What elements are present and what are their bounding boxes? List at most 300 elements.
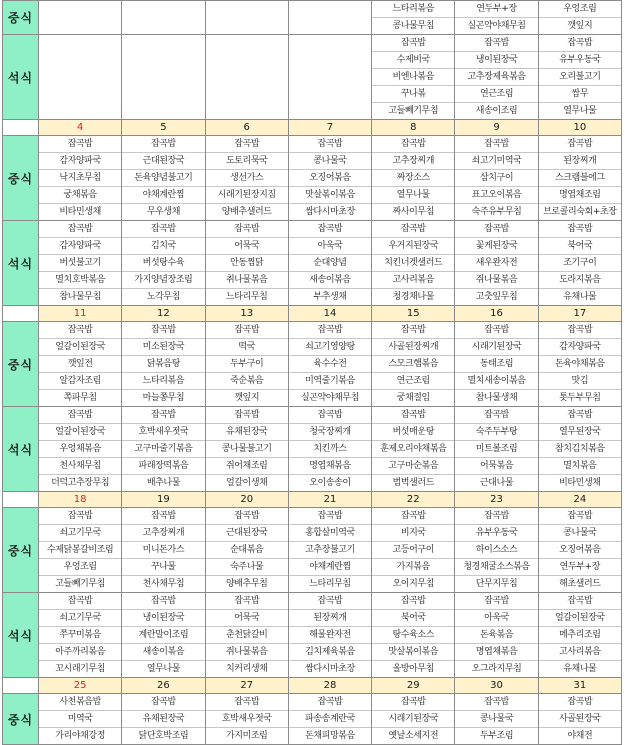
menu-item: 잡곡밥 [400, 139, 426, 149]
dinner-row [3, 35, 622, 120]
menu-item: 도토리묵국 [206, 152, 288, 169]
meal-cell [205, 221, 288, 306]
menu-item: 시래기된장지짐 [206, 186, 288, 203]
menu-item: 멸치볶음 [539, 457, 621, 474]
meal-cell [39, 593, 122, 678]
menu-item: 어묵볶음 [455, 457, 537, 474]
menu-item: 궁채볶음 [39, 186, 121, 203]
menu-item: 청경채굴소스볶음 [455, 558, 537, 575]
menu-item: 오징어볶음 [289, 169, 371, 186]
meal-cell [538, 1, 621, 35]
menu-item: 쥐나물볶음 [206, 643, 288, 660]
lunch-label: 중식 [3, 322, 39, 407]
menu-item: 느타리무침 [206, 288, 288, 305]
lunch-label: 중식 [3, 694, 39, 745]
menu-item: 잡곡밥 [150, 511, 176, 521]
menu-item: 연두부+장 [476, 4, 517, 14]
menu-item: 시래기된장국 [372, 710, 454, 727]
menu-item: 오이지무침 [372, 575, 454, 592]
meal-cell [538, 508, 621, 593]
date-cell: 16 [455, 306, 538, 322]
menu-item: 취나물볶음 [206, 271, 288, 288]
menu-item: 부추생채 [289, 288, 371, 305]
menu-item: 비타민생채 [39, 203, 121, 220]
menu-item: 미역줄기볶음 [289, 372, 371, 389]
meal-cell [455, 508, 538, 593]
date-cell: 26 [122, 678, 205, 694]
meal-cell [288, 221, 371, 306]
menu-item: 근대나물 [455, 474, 537, 491]
menu-item: 유부우동국 [539, 51, 621, 68]
menu-item: 두부구이 [206, 355, 288, 372]
meal-cell [288, 694, 371, 745]
meal-cell [39, 221, 122, 306]
meal-cell [205, 593, 288, 678]
menu-item: 가지양념장조림 [122, 271, 204, 288]
meal-cell [39, 136, 122, 221]
menu-item: 닭단호박조림 [122, 727, 204, 744]
menu-item: 유채된장국 [206, 423, 288, 440]
meal-cell [372, 407, 455, 492]
menu-item: 잡곡밥 [67, 139, 93, 149]
date-cell: 14 [288, 306, 371, 322]
meal-cell [205, 508, 288, 593]
meal-cell [538, 407, 621, 492]
meal-cell [455, 407, 538, 492]
menu-item: 감자양파국 [39, 237, 121, 254]
dinner-label: 석식 [3, 407, 39, 492]
menu-item: 비지국 [372, 524, 454, 541]
menu-item: 김치국 [122, 237, 204, 254]
menu-item: 미트볼조림 [455, 440, 537, 457]
menu-item: 비엔나볶음 [372, 68, 454, 85]
dinner-label: 석식 [3, 593, 39, 678]
menu-item: 돈육야채볶음 [539, 355, 621, 372]
menu-item: 느타리무침 [289, 575, 371, 592]
date-cell: 18 [39, 492, 122, 508]
menu-item: 해초샐러드 [539, 575, 621, 592]
meal-cell [372, 508, 455, 593]
menu-item: 스모크햄볶음 [372, 355, 454, 372]
menu-item: 잡곡밥 [150, 325, 176, 335]
monthly-meal-menu-table [2, 0, 622, 745]
empty-cell [205, 1, 288, 35]
date-row [3, 306, 622, 322]
menu-item: 꽃게된장국 [455, 237, 537, 254]
date-cell: 24 [538, 492, 621, 508]
menu-item: 돈채피망볶음 [289, 727, 371, 744]
menu-item: 느타리볶음 [122, 372, 204, 389]
date-cell: 8 [372, 120, 455, 136]
menu-item: 잡곡밥 [234, 139, 260, 149]
meal-cell [39, 407, 122, 492]
menu-item: 아욱국 [289, 237, 371, 254]
meal-cell [39, 694, 122, 745]
meal-cell [288, 508, 371, 593]
menu-item: 잡곡밥 [400, 325, 426, 335]
menu-item: 생선가스 [206, 169, 288, 186]
menu-item: 맛살볶이볶음 [289, 186, 371, 203]
meal-cell [288, 136, 371, 221]
empty-cell [122, 35, 205, 120]
menu-item: 명엽채볶음 [455, 643, 537, 660]
menu-item: 얼갈이생채 [206, 474, 288, 491]
menu-item: 멸치호박볶음 [39, 271, 121, 288]
meal-cell [122, 136, 205, 221]
menu-item: 잡곡밥 [484, 139, 509, 149]
date-cell: 30 [455, 678, 538, 694]
menu-item: 연근조림 [372, 372, 454, 389]
meal-cell [205, 407, 288, 492]
menu-item: 잡곡밥 [400, 410, 426, 420]
menu-item: 시래기된장국 [455, 338, 537, 355]
menu-item: 잡곡밥 [567, 325, 593, 335]
menu-item: 냉이된장국 [122, 609, 204, 626]
menu-item: 쇠고기미역국 [455, 152, 537, 169]
meal-cell [538, 35, 621, 120]
menu-item: 명엽채조림 [539, 186, 621, 203]
menu-item: 잡곡밥 [400, 596, 426, 606]
menu-item: 천사채무침 [122, 575, 204, 592]
menu-item: 깻잎전 [39, 355, 121, 372]
menu-item: 잡곡밥 [567, 511, 593, 521]
menu-item: 잡곡밥 [317, 596, 343, 606]
menu-item: 열무된장국 [539, 423, 621, 440]
menu-item: 참치김치볶음 [539, 440, 621, 457]
date-cell: 23 [455, 492, 538, 508]
date-cell: 22 [372, 492, 455, 508]
menu-item: 잡곡밥 [234, 410, 260, 420]
menu-item: 잡곡밥 [400, 511, 426, 521]
menu-item: 고사리볶음 [372, 271, 454, 288]
menu-item: 잡곡밥 [317, 410, 343, 420]
menu-item: 어묵국 [206, 609, 288, 626]
menu-item: 꼬시래기무침 [39, 660, 121, 677]
menu-item: 잡곡밥 [234, 511, 260, 521]
menu-item: 안동찜닭 [206, 254, 288, 271]
menu-item: 고추장불고기 [289, 541, 371, 558]
menu-item: 고사리볶음 [539, 643, 621, 660]
empty-cell [205, 35, 288, 120]
menu-item: 맛살볶이볶음 [372, 643, 454, 660]
menu-item: 잡곡밥 [150, 697, 176, 707]
empty-cell [122, 1, 205, 35]
menu-item: 야채전 [539, 727, 621, 744]
menu-item: 쌈무 [539, 85, 621, 102]
menu-item: 잡곡밥 [234, 596, 260, 606]
menu-item: 잡곡밥 [67, 325, 93, 335]
menu-item: 잡곡밥 [150, 596, 176, 606]
meal-cell [39, 322, 122, 407]
menu-item: 탕수육소스 [372, 626, 454, 643]
menu-item: 삼치구이 [455, 169, 537, 186]
menu-item: 치킨까스 [289, 440, 371, 457]
menu-item: 쭈꾸미볶음 [39, 626, 121, 643]
empty-cell [3, 492, 39, 508]
empty-cell [3, 306, 39, 322]
menu-item: 잡곡밥 [317, 224, 343, 234]
menu-item: 잡곡밥 [234, 325, 260, 335]
meal-cell [372, 136, 455, 221]
meal-cell [205, 694, 288, 745]
menu-item: 짜장소스 [372, 169, 454, 186]
menu-item: 새우완자전 [455, 254, 537, 271]
menu-item: 잡곡밥 [567, 596, 593, 606]
lunch-label: 중식 [3, 136, 39, 221]
meal-cell [288, 322, 371, 407]
menu-item: 미역국 [39, 710, 121, 727]
date-cell: 15 [372, 306, 455, 322]
menu-item: 홍합살미역국 [289, 524, 371, 541]
menu-item: 사골된장찌개 [372, 338, 454, 355]
menu-item: 고들빼기무침 [372, 102, 454, 119]
meal-cell [205, 322, 288, 407]
menu-item: 된장찌개 [539, 152, 621, 169]
menu-item: 천사채무침 [39, 457, 121, 474]
date-cell: 19 [122, 492, 205, 508]
menu-item: 얼갈이된장국 [39, 423, 121, 440]
menu-item: 파래장떡볶음 [122, 457, 204, 474]
menu-item: 잡곡밥 [400, 224, 426, 234]
menu-item: 쥐어채조림 [206, 457, 288, 474]
meal-cell [538, 136, 621, 221]
menu-item: 수제닭봉갈비조림 [39, 541, 121, 558]
menu-item: 깻잎지 [206, 389, 288, 406]
menu-item: 유채나물 [539, 660, 621, 677]
menu-item: 배추나물 [122, 474, 204, 491]
menu-item: 버섯매운탕 [372, 423, 454, 440]
date-cell: 9 [455, 120, 538, 136]
dinner-row [3, 407, 622, 492]
menu-item: 고구마줄기볶음 [122, 440, 204, 457]
menu-item: 근대된장국 [122, 152, 204, 169]
menu-item: 새송이볶음 [289, 271, 371, 288]
meal-cell [372, 1, 455, 35]
empty-cell [288, 35, 371, 120]
menu-item: 춘천닭갈비 [206, 626, 288, 643]
menu-item: 올방아무침 [372, 660, 454, 677]
menu-item: 김치제육볶음 [289, 643, 371, 660]
meal-cell [538, 221, 621, 306]
menu-item: 순대볶음 [206, 541, 288, 558]
menu-item: 가지미조림 [206, 727, 288, 744]
empty-cell [288, 1, 371, 35]
meal-cell [372, 593, 455, 678]
empty-cell [39, 35, 122, 120]
lunch-row [3, 694, 622, 745]
meal-cell [372, 35, 455, 120]
menu-item: 잡곡밥 [150, 224, 176, 234]
meal-cell [122, 694, 205, 745]
meal-cell [455, 1, 538, 35]
menu-item: 오징어볶음 [539, 541, 621, 558]
meal-cell [39, 508, 122, 593]
menu-item: 더덕고추장무침 [39, 474, 121, 491]
menu-item: 고들빼기무침 [39, 575, 121, 592]
date-cell: 21 [288, 492, 371, 508]
date-cell: 25 [39, 678, 122, 694]
menu-item: 잡곡밥 [484, 410, 509, 420]
menu-item: 잡곡밥 [400, 38, 426, 48]
menu-item: 잡곡밥 [67, 410, 93, 420]
menu-item: 마늘쫑무침 [122, 389, 204, 406]
menu-item: 근대된장국 [206, 524, 288, 541]
menu-item: 호박새우젓국 [122, 423, 204, 440]
menu-item: 미소된장국 [122, 338, 204, 355]
menu-item: 해물완자전 [289, 626, 371, 643]
date-cell: 27 [205, 678, 288, 694]
menu-item: 새송이조림 [455, 102, 537, 119]
menu-item: 닭볶음탕 [122, 355, 204, 372]
menu-item: 꾸나볶 [372, 85, 454, 102]
menu-item: 유채된장국 [122, 710, 204, 727]
menu-item: 알감자조림 [39, 372, 121, 389]
menu-item: 잡곡밥 [567, 410, 593, 420]
menu-item: 잡곡밥 [567, 139, 593, 149]
menu-item: 훈제오리야채볶음 [372, 440, 454, 457]
menu-item: 비타민생채 [539, 474, 621, 491]
menu-item: 아욱국 [455, 609, 537, 626]
menu-item: 단무지무침 [455, 575, 537, 592]
menu-item: 깻잎지 [539, 17, 621, 34]
menu-item: 양배추무침 [206, 575, 288, 592]
menu-item: 고추장제육볶음 [455, 68, 537, 85]
date-row [3, 492, 622, 508]
menu-item: 야채계란찜 [289, 558, 371, 575]
menu-item: 잡곡밥 [234, 224, 260, 234]
menu-item: 짜사이무침 [372, 203, 454, 220]
menu-item: 콩나물무침 [372, 17, 454, 34]
menu-item: 가지볶음 [372, 558, 454, 575]
date-cell: 29 [372, 678, 455, 694]
menu-item: 숙주나물 [206, 558, 288, 575]
menu-item: 명엽채볶음 [289, 457, 371, 474]
menu-item: 도라지볶음 [539, 271, 621, 288]
menu-item: 톳두부무침 [539, 389, 621, 406]
menu-item: 돈육양념불고기 [122, 169, 204, 186]
menu-item: 냉이된장국 [455, 51, 537, 68]
menu-item: 열무나물 [122, 660, 204, 677]
menu-item: 잡곡밥 [484, 325, 509, 335]
meal-cell [122, 407, 205, 492]
menu-item: 맛김 [539, 372, 621, 389]
lunch-tail-row [3, 1, 622, 35]
menu-item: 쌈다시마초장 [289, 203, 371, 220]
menu-item: 고춧잎무침 [455, 288, 537, 305]
meal-cell [205, 136, 288, 221]
menu-item: 된장찌개 [289, 609, 371, 626]
menu-item: 표고오이볶음 [455, 186, 537, 203]
menu-item: 치커리생채 [206, 660, 288, 677]
menu-item: 두부조림 [455, 727, 537, 744]
menu-item: 꾸나물 [122, 558, 204, 575]
date-cell: 13 [205, 306, 288, 322]
menu-item: 청경채나물 [372, 288, 454, 305]
meal-cell [538, 694, 621, 745]
menu-item: 호박새우젓국 [206, 710, 288, 727]
menu-item: 어묵국 [206, 237, 288, 254]
menu-item: 우엉조림 [563, 4, 597, 14]
date-cell: 7 [288, 120, 371, 136]
date-cell: 6 [205, 120, 288, 136]
lunch-row [3, 508, 622, 593]
meal-cell [372, 221, 455, 306]
menu-item: 야채계란찜 [122, 186, 204, 203]
menu-item: 잡곡밥 [484, 224, 509, 234]
menu-item: 유채나물 [539, 288, 621, 305]
dinner-label: 석식 [3, 35, 39, 120]
lunch-row [3, 136, 622, 221]
menu-table-body [3, 1, 622, 745]
menu-item: 참나물무침 [39, 288, 121, 305]
menu-item: 궁채절임 [372, 389, 454, 406]
menu-item: 버섯탕수육 [122, 254, 204, 271]
meal-cell [122, 322, 205, 407]
menu-item: 사골된장국 [539, 710, 621, 727]
menu-item: 수제비국 [372, 51, 454, 68]
menu-item: 잡곡밥 [150, 410, 176, 420]
menu-item: 잡곡밥 [67, 224, 93, 234]
menu-item: 고구마순볶음 [372, 457, 454, 474]
meal-cell [122, 508, 205, 593]
menu-item: 쇠고기영양탕 [289, 338, 371, 355]
menu-item: 하이스소스 [455, 541, 537, 558]
menu-item: 연근조림 [455, 85, 537, 102]
menu-item: 콩나물국 [539, 524, 621, 541]
menu-item: 북어국 [539, 237, 621, 254]
meal-cell [455, 322, 538, 407]
menu-item: 연두부+장 [539, 558, 621, 575]
date-row [3, 678, 622, 694]
menu-item: 숙주유부무침 [455, 203, 537, 220]
menu-item: 동태조림 [455, 355, 537, 372]
menu-item: 낙지초무침 [39, 169, 121, 186]
menu-item: 고추장찌개 [122, 524, 204, 541]
empty-cell [39, 1, 122, 35]
menu-item: 열무나물 [372, 186, 454, 203]
lunch-label: 중식 [3, 1, 39, 35]
empty-cell [3, 678, 39, 694]
menu-item: 참나물생채 [455, 389, 537, 406]
menu-item: 오그라지무침 [455, 660, 537, 677]
menu-item: 양배추샐러드 [206, 203, 288, 220]
menu-item: 잡곡밥 [317, 697, 343, 707]
date-cell: 31 [538, 678, 621, 694]
menu-item: 숙주두부탕 [455, 423, 537, 440]
date-cell: 28 [288, 678, 371, 694]
dinner-row [3, 593, 622, 678]
menu-item: 잡곡밥 [567, 224, 593, 234]
menu-item: 잡곡밥 [567, 697, 593, 707]
menu-item: 범벅샐러드 [372, 474, 454, 491]
dinner-label: 석식 [3, 221, 39, 306]
menu-item: 콩나물국 [289, 152, 371, 169]
menu-item: 실곤약야채무침 [455, 17, 537, 34]
menu-item: 메추리조림 [539, 626, 621, 643]
menu-item: 육수수전 [289, 355, 371, 372]
menu-item: 사천볶음밥 [59, 697, 101, 707]
meal-cell [455, 136, 538, 221]
menu-item: 잡곡밥 [484, 511, 509, 521]
menu-item: 쪽파무침 [39, 389, 121, 406]
menu-item: 잡곡밥 [67, 596, 93, 606]
menu-item: 미니돈가스 [122, 541, 204, 558]
menu-item: 순대양념 [289, 254, 371, 271]
menu-item: 잡곡밥 [317, 139, 343, 149]
menu-item: 고등어구이 [372, 541, 454, 558]
lunch-label: 중식 [3, 508, 39, 593]
menu-item: 잡곡밥 [67, 511, 93, 521]
